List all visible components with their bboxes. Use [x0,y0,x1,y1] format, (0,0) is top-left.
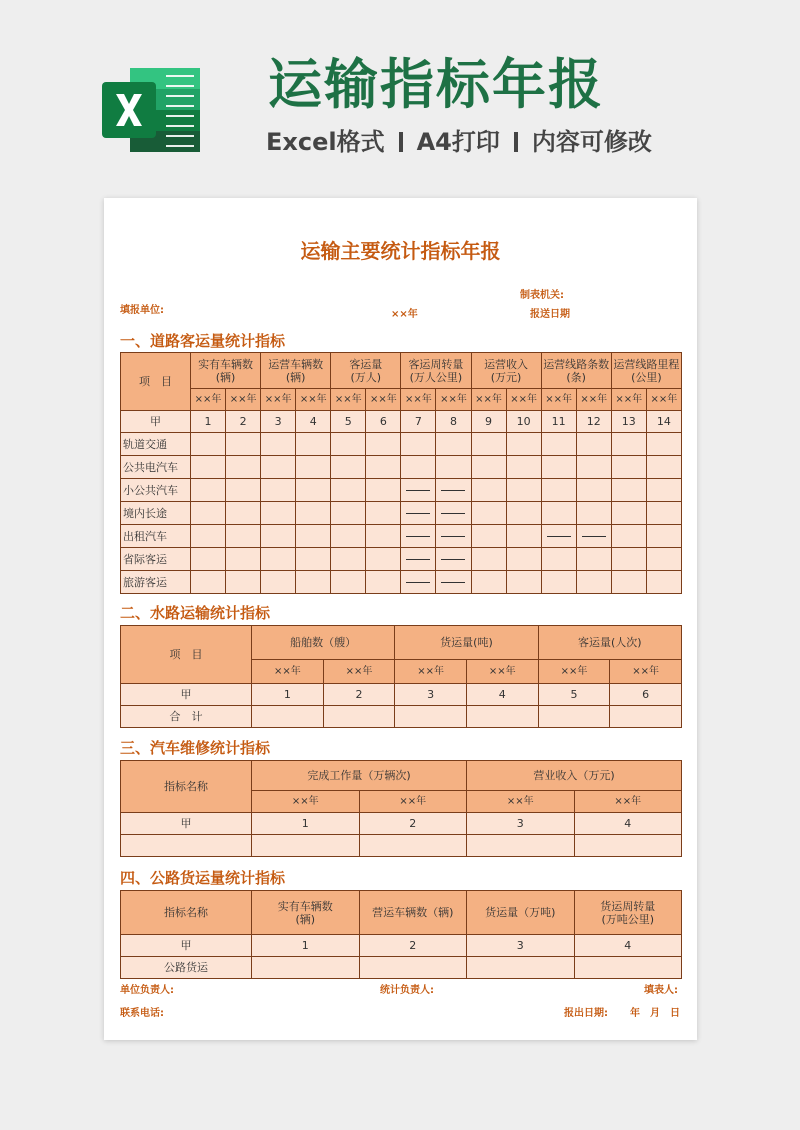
report-year-label: ××年 [391,309,418,320]
section2-title: 二、水路运输统计指标 [120,604,271,622]
table-row [121,525,682,548]
year-cell: ××年 [226,389,261,411]
excel-logo-icon [100,62,204,158]
col-group-header: 客运量 (万人) [331,353,401,389]
col-group-header: 营业收入（万元) [467,761,682,791]
year-cell: ××年 [331,389,366,411]
column-number: 4 [574,935,682,957]
column-number: 7 [401,411,436,433]
column-number: 2 [226,411,261,433]
row-label: 境内长途 [121,502,191,525]
column-number: 1 [252,684,324,706]
year-cell: ××年 [506,389,541,411]
separator [514,132,518,152]
row-label: 公路货运 [121,957,252,979]
table-header-row [121,353,682,389]
column-number: 1 [252,935,360,957]
col-group-header: 客运量(人次) [538,626,681,660]
year-cell: ××年 [467,791,575,813]
table-row [121,479,682,502]
column-number: 13 [611,411,646,433]
year-cell: ××年 [611,389,646,411]
item-header: 指标名称 [121,761,252,813]
year-cell: ××年 [359,791,467,813]
dash-mark [441,536,465,537]
year-cell: ××年 [610,660,682,684]
item-header: 指标名称 [121,891,252,935]
unit-head-label: 单位负责人: [120,985,174,996]
dash-mark [406,513,430,514]
table-row [121,957,682,979]
col-group-header: 运营线路里程 (公里) [611,353,681,389]
table-row [121,456,682,479]
dash-mark [441,513,465,514]
index-row-label: 甲 [121,813,252,835]
year-cell: ××年 [261,389,296,411]
dash-mark [547,536,571,537]
column-number: 11 [541,411,576,433]
year-cell: ××年 [436,389,471,411]
year-row [121,389,682,411]
year-cell: ××年 [471,389,506,411]
column-number: 4 [466,684,538,706]
filler-label: 填表人: [644,985,678,996]
send-date-label: 报送日期 [530,309,570,320]
column-header: 货运量（万吨) [467,891,575,935]
column-number: 6 [366,411,401,433]
col-group-header: 运营线路条数 (条) [541,353,611,389]
item-header: 项 目 [121,626,252,684]
column-number: 4 [574,813,682,835]
table-header-row [121,626,682,660]
dash-mark [406,559,430,560]
report-date-label: 报出日期: [564,1008,608,1019]
year-cell: ××年 [646,389,681,411]
column-number: 2 [323,684,395,706]
dash-mark [406,490,430,491]
hero-title: 运输指标年报 [268,53,604,116]
column-number: 2 [359,813,467,835]
index-row [121,813,682,835]
year-cell: ××年 [401,389,436,411]
section4-title: 四、公路货运量统计指标 [120,869,286,887]
column-number: 10 [506,411,541,433]
road-passenger-table [120,352,682,594]
dash-mark [441,490,465,491]
hero-sub-edit: 内容可修改 [531,128,652,156]
year-cell: ××年 [538,660,610,684]
row-label: 公共电汽车 [121,456,191,479]
column-number: 3 [467,813,575,835]
index-row [121,935,682,957]
hero-sub-format: Excel格式 [266,128,385,156]
dash-mark [441,582,465,583]
year-cell: ××年 [576,389,611,411]
column-number: 3 [261,411,296,433]
column-number: 3 [395,684,467,706]
year-cell: ××年 [323,660,395,684]
dash-mark [441,559,465,560]
year-cell: ××年 [252,791,360,813]
row-label: 轨道交通 [121,433,191,456]
year-cell: ××年 [541,389,576,411]
column-header: 实有车辆数 (辆) [252,891,360,935]
column-number: 5 [538,684,610,706]
hero-sub-print: A4打印 [416,128,500,156]
vehicle-repair-table [120,760,682,857]
year-cell: ××年 [466,660,538,684]
column-number: 9 [471,411,506,433]
year-cell: ××年 [296,389,331,411]
index-row [121,684,682,706]
column-number: 12 [576,411,611,433]
waterway-table [120,625,682,728]
column-number: 5 [331,411,366,433]
row-label: 出租汽车 [121,525,191,548]
index-row-label: 甲 [121,411,191,433]
col-group-header: 运营车辆数 (辆) [261,353,331,389]
total-label: 合 计 [121,706,252,728]
col-group-header: 船舶数（艘） [252,626,395,660]
year-cell: ××年 [366,389,401,411]
ymd-label: 年 月 日 [630,1008,680,1019]
row-label: 省际客运 [121,548,191,571]
fill-unit-label: 填报单位: [120,305,164,316]
col-group-header: 货运量(吨) [395,626,538,660]
column-number: 6 [610,684,682,706]
dash-mark [582,536,606,537]
section1-title: 一、道路客运量统计指标 [120,332,286,350]
total-row [121,706,682,728]
dash-mark [406,536,430,537]
item-header: 项 目 [121,353,191,411]
row-label: 小公共汽车 [121,479,191,502]
document-title: 运输主要统计指标年报 [300,239,501,263]
year-cell: ××年 [574,791,682,813]
table-row [121,502,682,525]
table-row [121,433,682,456]
column-number: 1 [252,813,360,835]
column-header: 货运周转量 (万吨公里) [574,891,682,935]
index-row-label: 甲 [121,935,252,957]
stat-head-label: 统计负责人: [380,985,434,996]
org-label: 制表机关: [520,290,564,301]
table-row [121,548,682,571]
column-number: 14 [646,411,681,433]
column-number: 1 [191,411,226,433]
col-group-header: 运营收入 (万元) [471,353,541,389]
road-freight-table [120,890,682,979]
col-group-header: 实有车辆数 (辆) [191,353,261,389]
table-header-row [121,891,682,935]
table-header-row [121,761,682,791]
col-group-header: 完成工作量（万辆次) [252,761,467,791]
column-number: 8 [436,411,471,433]
separator [399,132,403,152]
phone-label: 联系电话: [120,1008,164,1019]
index-row-label: 甲 [121,684,252,706]
year-cell: ××年 [252,660,324,684]
document-page [104,198,697,1040]
column-number: 2 [359,935,467,957]
col-group-header: 客运周转量 (万人公里) [401,353,471,389]
index-row [121,411,682,433]
table-row [121,571,682,594]
dash-mark [406,582,430,583]
year-cell: ××年 [395,660,467,684]
year-cell: ××年 [191,389,226,411]
hero-subtitle [266,124,652,160]
table-row [121,835,682,857]
row-label: 旅游客运 [121,571,191,594]
column-number: 3 [467,935,575,957]
column-header: 营运车辆数（辆) [359,891,467,935]
column-number: 4 [296,411,331,433]
section3-title: 三、汽车维修统计指标 [120,739,271,757]
